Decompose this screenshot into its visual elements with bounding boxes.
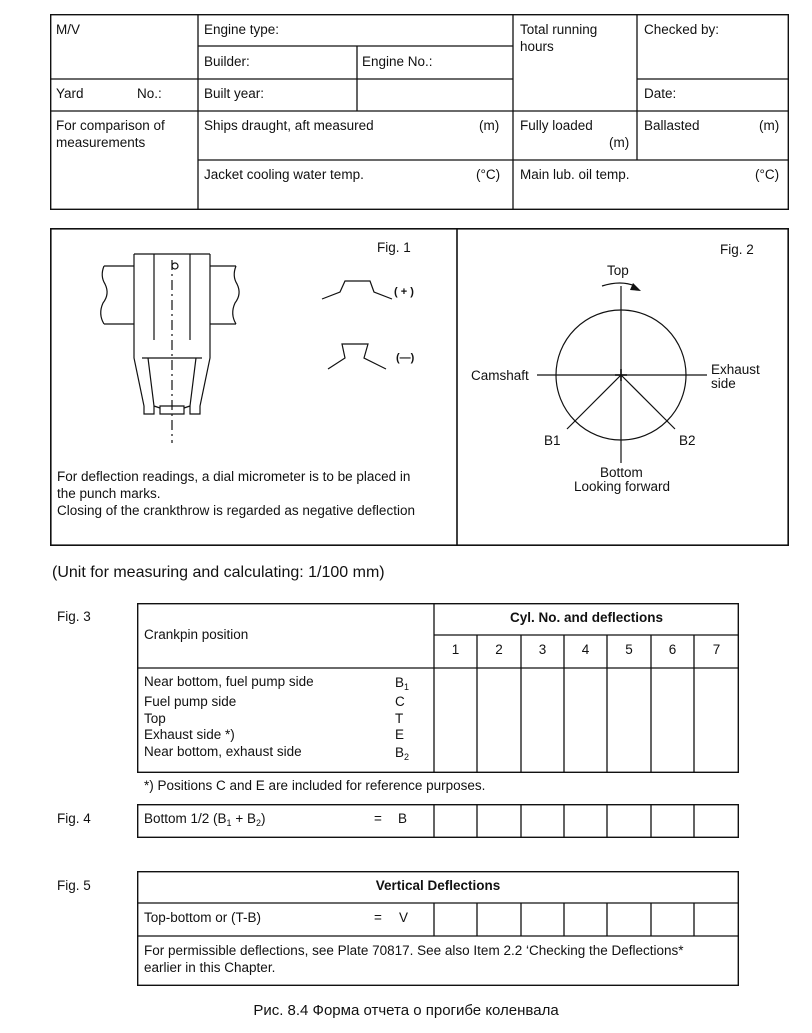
cyl-header: Cyl. No. and deflections [509, 610, 664, 625]
position-code: $B_1$ [395, 675, 410, 692]
fig4-code: B [398, 811, 408, 826]
figures-box [50, 228, 789, 546]
cyl-number: 5 [625, 642, 633, 657]
cyl-number: 2 [495, 642, 503, 657]
header-table [50, 14, 789, 210]
position-name: Near bottom, exhaust side [144, 744, 302, 759]
ballasted-unit: (m) [759, 118, 780, 133]
built-year-label: Built year: [204, 86, 265, 101]
fig5-equals: = [374, 910, 382, 925]
total-running-hours-label: Total running hours [520, 22, 598, 54]
fig3-footnote: *) Positions C and E are included for reference purposes. [144, 778, 486, 793]
fig4-formula: Bottom 1/2 $(B_1 + B_2)$ [144, 811, 266, 828]
fig2-b2-label: B2 [679, 433, 696, 448]
header-grid [50, 14, 789, 210]
jacket-temp-label: Jacket cooling water temp. [204, 167, 364, 182]
fig2-label: Fig. 2 [720, 242, 754, 257]
yard-no-label: No.: [137, 86, 162, 101]
fig2-bottom-label: Bottom [600, 465, 643, 480]
fig1-note-line1: For deflection readings, a dial micrometer is to be placed in [57, 469, 411, 484]
position-name: Top [144, 711, 166, 726]
ballasted-label: Ballasted [644, 118, 700, 133]
unit-note: (Unit for measuring and calculating: 1/100 mm) [52, 564, 385, 581]
fig1-note-line3: Closing of the crankthrow is regarded as negative deflection [57, 503, 415, 518]
fig4-table [137, 804, 739, 838]
fig5-code: V [399, 910, 409, 925]
fig1-minus-label: (—) [396, 352, 415, 364]
fig4-equals: = [374, 811, 382, 826]
position-name: Exhaust side *) [144, 727, 235, 742]
draught-unit: (m) [479, 118, 500, 133]
position-code: E [395, 727, 405, 742]
cyl-number: 3 [538, 642, 547, 657]
crankpin-position-header: Crankpin position [144, 627, 249, 642]
yard-label: Yard [56, 86, 84, 101]
position-name: Near bottom, fuel pump side [144, 674, 314, 689]
lub-oil-temp-unit: (°C) [755, 167, 780, 182]
checked-by-label: Checked by: [644, 22, 720, 37]
fig2-top-label: Top [607, 263, 629, 278]
fig2-camshaft-label: Camshaft [471, 368, 529, 383]
fig1-label: Fig. 1 [377, 240, 411, 255]
fig5-label: Fig. 5 [57, 878, 91, 893]
draught-label: Ships draught, aft measured [204, 118, 374, 133]
position-code: T [395, 711, 404, 726]
figure-caption: Рис. 8.4 Форма отчета о прогибе коленвала [253, 1002, 559, 1019]
position-code: C [395, 694, 405, 709]
fig4-label: Fig. 4 [57, 811, 91, 826]
lub-oil-temp-label: Main lub. oil temp. [520, 167, 630, 182]
fig2-b1-label: B1 [544, 433, 561, 448]
engine-no-label: Engine No.: [362, 54, 433, 69]
fig5-table [137, 871, 739, 986]
fig5-note-line1: For permissible deflections, see Plate 70817. See also Item 2.2 ‘Checking the Deflections* [144, 943, 684, 958]
fig2-exhaust-label: Exhaust [711, 362, 760, 377]
cyl-number: 4 [581, 642, 590, 657]
fully-loaded-label: Fully loaded [520, 118, 593, 133]
cyl-number: 6 [668, 642, 677, 657]
builder-label: Builder: [204, 54, 250, 69]
position-code: $B_2$ [395, 745, 410, 762]
engine-type-label: Engine type: [204, 22, 280, 37]
fig3-table [137, 603, 739, 773]
cyl-number: 1 [451, 642, 460, 657]
cyl-number: 7 [712, 642, 721, 657]
fig2-looking-label: Looking forward [574, 479, 671, 494]
crankthrow-drawing [50, 228, 450, 458]
fully-loaded-unit: (m) [609, 135, 630, 150]
date-label: Date: [644, 86, 677, 101]
fig5-title: Vertical Deflections [375, 878, 501, 893]
fig3-label: Fig. 3 [57, 609, 91, 624]
mv-label: M/V [56, 22, 81, 37]
fig1-plus-label: ( + ) [394, 286, 414, 298]
fig2-side-label: side [711, 376, 736, 391]
fig5-note-line2: earlier in this Chapter. [144, 960, 276, 975]
fig5-row-label: Top-bottom or (T-B) [144, 910, 262, 925]
jacket-temp-unit: (°C) [476, 167, 501, 182]
comparison-label: For comparison of measurements [56, 118, 165, 150]
fig1-note-line2: the punch marks. [57, 486, 161, 501]
position-name: Fuel pump side [144, 694, 237, 709]
